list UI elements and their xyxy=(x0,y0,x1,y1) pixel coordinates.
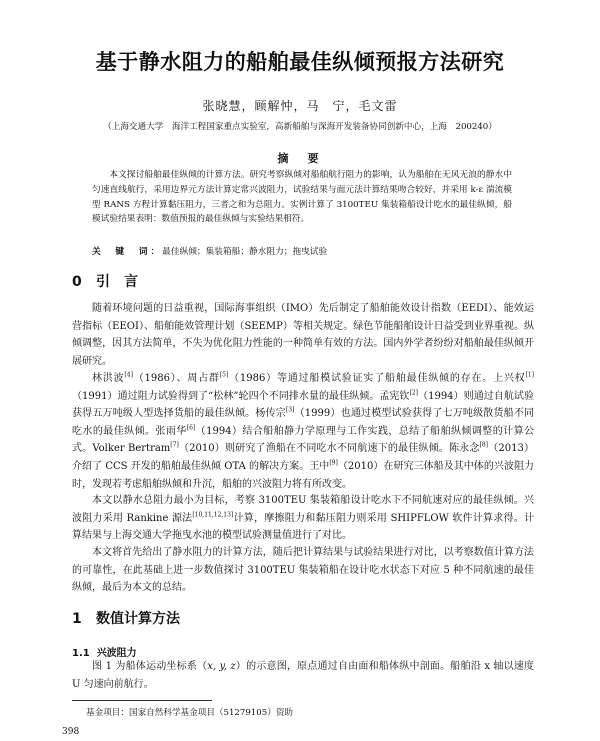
abstract-heading: 摘 要 xyxy=(277,152,323,165)
funding-footnote: 基金项目：国家自然科学基金项目（51279105）资助 xyxy=(86,708,294,718)
section-heading-intro xyxy=(72,271,138,291)
page-number: 398 xyxy=(62,727,80,737)
text-run: 林洪波 xyxy=(92,373,125,384)
text-run: （1999）也通过模型试验获得了七万吨级散货船不同吃水的最佳纵倾。张雨华 xyxy=(72,408,535,437)
section-heading-methods xyxy=(72,608,180,628)
text-run: 本文以静水总阻力最小为目标，考察 3100TEU 集装箱船设计吃水下不同航速对应的最佳纵倾。兴波阻力采用 Rankine 源法 xyxy=(72,495,534,524)
intro-paragraph-2 xyxy=(72,370,534,493)
affiliation: （上海交通大学 海洋工程国家重点实验室，高新船舶与深海开发装备协同创新中心，上海 200240） xyxy=(103,122,497,132)
text-run: 图 1 为船体运动坐标系（ xyxy=(92,661,208,672)
keywords-list: 最佳纵倾；集装箱船；静水阻力；拖曳试验 xyxy=(162,247,328,257)
citation: [4] xyxy=(124,371,133,379)
methods-paragraph-1 xyxy=(72,658,534,693)
intro-paragraph-4: 本文将首先给出了静水阻力的计算方法，随后把计算结果与试验结果进行对比，以考察数值计算方法的可靠性，在此基础上进一步数值探讨 3100TEU 集装箱船在设计吃水状态下对应 5 种不同航速的最佳纵倾，最后为本文的总结。 xyxy=(72,547,534,594)
section-number: 1 xyxy=(72,611,82,627)
footnote-rule xyxy=(72,700,212,701)
text-run: 计算，摩擦阻力和黏压阻力则采用 SHIPFLOW 软件计算求得。计算结果与上海交通大学拖曳水池的模型试验测量值进行了对比。 xyxy=(72,512,534,542)
citation: [5] xyxy=(219,371,229,379)
section-title: 数值计算方法 xyxy=(96,611,180,627)
text-run: （1986）、周占群 xyxy=(132,373,220,384)
intro-paragraph-3 xyxy=(72,492,534,545)
citation: [6] xyxy=(186,424,196,432)
coordinate-math: x, y, z xyxy=(207,661,236,672)
subsection-number: 1.1 xyxy=(72,648,90,659)
citation: [8] xyxy=(479,442,489,450)
section-number: 0 xyxy=(72,274,82,290)
author-list: 张晓慧，顾解忡，马 宁，毛文雷 xyxy=(202,99,398,113)
keywords-label: 关 键 词： xyxy=(92,247,163,257)
citation: [3] xyxy=(285,406,295,414)
subsection-heading xyxy=(72,644,137,659)
citation: [7] xyxy=(170,442,179,450)
paper-title: 基于静水阻力的船舶最佳纵倾预报方法研究 xyxy=(95,50,505,74)
text-run: （1994）结合船舶静力学原理与工作实践，总结了船舶纵倾调整的计算公式。Volker Bertram xyxy=(72,425,535,455)
section-title: 引 言 xyxy=(96,274,138,290)
text-run: （2010）则研究了渔船在不同吃水不同航速下的最佳纵倾。陈永念 xyxy=(178,443,480,455)
intro-paragraph-1: 随着环境问题的日益重视，国际海事组织（IMO）先后制定了船舶能效设计指数（EEDI）、能效运营指标（EEOI）、船舶能效管理计划（SEEMP）等相关规定。绿色节能船舶设计日益受到业界重视。纵倾调整，因其方法简单，不失为优化阻力性能的一种简单有效的方法。国内外学者纷纷对船舶最佳纵倾开展研究。 xyxy=(72,303,534,367)
citation: [10,11,12,13] xyxy=(192,511,234,519)
text-run: （2013）介绍了 CCS 开发的船舶最佳纵倾 OTA 的解决方案。王中 xyxy=(72,443,535,472)
text-run: ）的示意图，原点通过自由面和船体纵中剖面。船舶沿 x 轴以速度 U 匀速向前航行。 xyxy=(72,661,534,690)
text-run: （1994）则通过自航试验获得五万吨级人型选择货船的最佳纵倾。杨传宗 xyxy=(72,390,534,420)
citation: [2] xyxy=(409,389,418,397)
citation: [1] xyxy=(525,371,534,379)
text-run: （1991）通过阻力试验得到了“松林”轮四个不同排水量的最佳纵倾。孟宪钦 xyxy=(72,390,410,402)
text-run: （1986）等通过船模试验证实了船舶最佳纵倾的存在。上兴权 xyxy=(228,373,526,384)
text-run: （2010）在研究三体船及其中体的兴波阻力时，发现若考虑船舶纵倾和升沉，船舶的兴波阻力将有所改变。 xyxy=(72,460,534,490)
abstract-text: 本文探讨船舶最佳纵倾的计算方法。研究考察纵倾对船舶航行阻力的影响，认为船舶在无风无浪的静水中匀速直线航行，采用边界元方法计算定常兴波阻力，试验结果与面元法计算结果吻合较好，并采用 k-ε 湍流模型 RANS 方程计算黏压阻力，三者之和为总阻力。实例计算了 3100TEU 集装箱船设计吃水的最佳纵倾，船模试验结果表明：数值预报的最佳纵倾与实验结果相符。 xyxy=(92,170,512,225)
keywords-line xyxy=(92,245,512,257)
subsection-title: 兴波阻力 xyxy=(96,648,137,659)
citation: [9] xyxy=(329,459,338,467)
